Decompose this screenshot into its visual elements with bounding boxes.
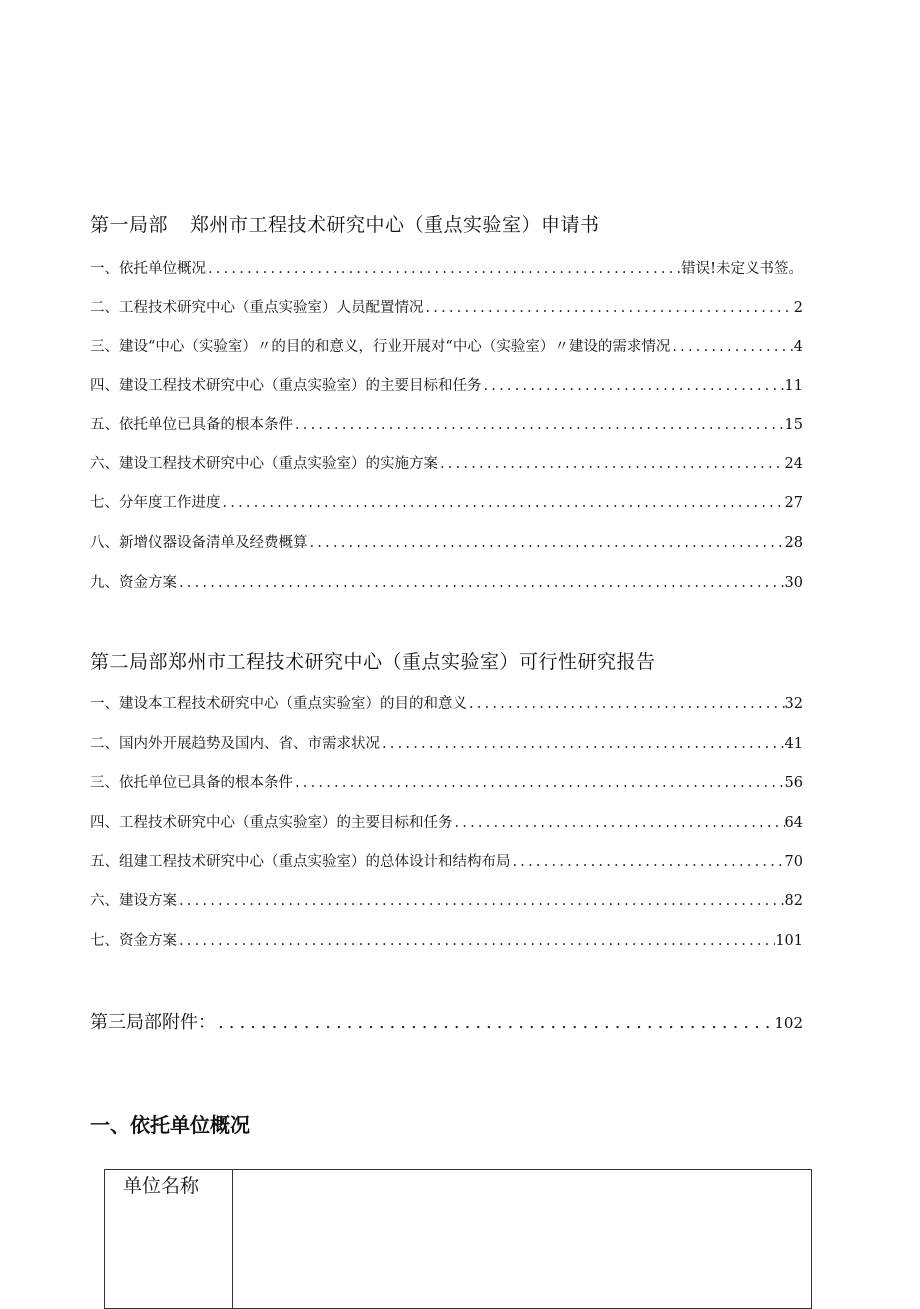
toc-entry-label: 七、分年度工作进度 — [90, 495, 221, 511]
toc-entry-page: 27 — [784, 495, 803, 511]
toc-entry[interactable] — [90, 532, 803, 554]
unit-info-table — [104, 1169, 812, 1309]
toc-dot-leader — [453, 812, 785, 834]
toc-entry-label: 四、建设工程技术研究中心（重点实验室）的主要目标和任务 — [90, 378, 482, 394]
toc-entry[interactable] — [90, 492, 803, 514]
toc-entry-label: 二、工程技术研究中心（重点实验室）人员配置情况 — [90, 300, 424, 316]
toc-entry-page: 2 — [793, 300, 803, 316]
toc-entry-label: 六、建设方案 — [90, 893, 177, 909]
toc-entry[interactable] — [90, 375, 803, 397]
toc-entry[interactable] — [90, 693, 803, 715]
toc-entry[interactable] — [90, 414, 803, 436]
toc-entry-label: 三、依托单位已具备的根本条件 — [90, 775, 293, 791]
toc-entry-label: 一、依托单位概况 — [90, 261, 206, 277]
toc-entry-page: 82 — [784, 893, 803, 909]
toc-entry-label: 一、建设本工程技术研究中心（重点实验室）的目的和意义 — [90, 696, 467, 712]
toc-entry-page: 64 — [784, 815, 803, 831]
toc-entry-label: 五、组建工程技术研究中心（重点实验室）的总体设计和结构布局 — [90, 854, 511, 870]
toc-entry-page: 41 — [784, 736, 803, 752]
toc-entry-label: 第三局部附件： — [90, 1012, 216, 1033]
toc-dot-leader — [467, 693, 785, 715]
toc-dot-leader — [293, 772, 785, 794]
toc-dot-leader — [438, 453, 785, 475]
toc-dot-leader — [380, 733, 785, 755]
toc-entry[interactable] — [90, 336, 803, 358]
toc-entry[interactable] — [90, 890, 803, 912]
toc-entry-page: 11 — [784, 378, 803, 394]
toc-entry-page: 102 — [774, 1014, 803, 1032]
toc-dot-leader — [308, 532, 785, 554]
toc-entry[interactable] — [90, 733, 803, 755]
toc-entry-page: 101 — [775, 933, 803, 949]
toc-entry-page: 56 — [784, 775, 803, 791]
toc-dot-leader — [424, 297, 794, 319]
toc-dot-leader — [177, 572, 785, 594]
toc-entry[interactable] — [90, 258, 803, 280]
toc-entry-page: 15 — [784, 417, 803, 433]
unit-name-label: 单位名称 — [105, 1170, 233, 1308]
toc-entry-label: 三、建设“中心（实验室）〃的目的和意义，行业开展对“中心（实验室）〃建设的需求情况 — [90, 339, 671, 355]
part1-heading-title: 郑州市工程技术研究中心（重点实验室）申请书 — [190, 214, 600, 236]
toc-dot-leader — [221, 492, 785, 514]
toc-entry[interactable] — [90, 572, 803, 594]
toc-entry-label: 八、新增仪器设备清单及经费概算 — [90, 535, 308, 551]
toc-dot-leader — [206, 258, 681, 280]
toc-dot-leader — [482, 375, 785, 397]
toc-entry-page: 32 — [784, 696, 803, 712]
toc-entry-page: 70 — [784, 854, 803, 870]
toc-entry-label: 五、依托单位已具备的根本条件 — [90, 417, 293, 433]
toc-entry-page: 28 — [784, 535, 803, 551]
toc-entry-label: 四、工程技术研究中心（重点实验室）的主要目标和任务 — [90, 815, 453, 831]
toc-entry-label: 九、资金方案 — [90, 575, 177, 591]
toc-entry-page: 24 — [784, 456, 803, 472]
toc-entry[interactable] — [90, 851, 803, 873]
part1-heading — [90, 212, 600, 238]
toc-entry[interactable] — [90, 453, 803, 475]
toc-entry[interactable] — [90, 772, 803, 794]
part1-heading-prefix: 第一局部 — [90, 214, 169, 236]
toc-entry-page: 30 — [784, 575, 803, 591]
toc-dot-leader — [177, 930, 775, 952]
toc-entry[interactable] — [90, 930, 803, 952]
toc-entry[interactable] — [90, 812, 803, 834]
toc-dot-leader — [216, 1010, 774, 1036]
toc-dot-leader — [177, 890, 785, 912]
toc-dot-leader — [511, 851, 785, 873]
toc-entry[interactable] — [90, 297, 803, 319]
toc-dot-leader — [670, 336, 793, 358]
part2-heading: 第二局部郑州市工程技术研究中心（重点实验室）可行性研究报告 — [90, 651, 656, 673]
toc-entry-label: 六、建设工程技术研究中心（重点实验室）的实施方案 — [90, 456, 438, 472]
toc-entry-page: 4 — [793, 339, 803, 355]
toc-entry-part3[interactable] — [90, 1010, 803, 1036]
section-title: 一、依托单位概况 — [90, 1113, 250, 1137]
toc-entry-label: 七、资金方案 — [90, 933, 177, 949]
toc-entry-page: 错误!未定义书签。 — [681, 261, 803, 277]
toc-entry-label: 二、国内外开展趋势及国内、省、市需求状况 — [90, 736, 380, 752]
toc-dot-leader — [293, 414, 785, 436]
